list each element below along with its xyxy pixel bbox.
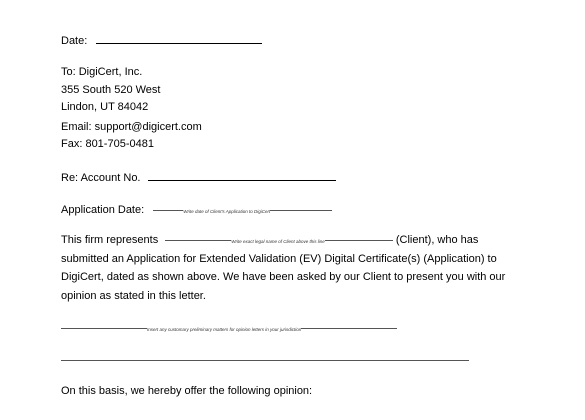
application-date-blank-left[interactable] — [153, 210, 183, 211]
date-label: Date: — [61, 35, 88, 47]
to-line-3: Lindon, UT 84042 — [61, 101, 149, 113]
re-row — [61, 170, 336, 185]
to-line-1: To: DigiCert, Inc. — [61, 66, 143, 78]
paragraph-line-2: submitted an Application for Extended Validation (EV) Digital Certificate(s) (Application) to — [61, 253, 497, 265]
blank-line[interactable] — [61, 360, 469, 361]
paragraph-suffix: (Client), who has — [395, 234, 479, 246]
application-date-blank-right[interactable] — [270, 210, 332, 211]
client-name-blank-left[interactable] — [165, 240, 231, 241]
re-label: Re: Account No. — [61, 172, 141, 184]
date-blank[interactable] — [96, 33, 262, 44]
insert-row — [61, 321, 397, 337]
application-date-row — [61, 203, 332, 219]
insert-hint: Insert any customary preliminary matters for opinion letters in your jurisdiction — [147, 327, 302, 332]
date-row — [61, 33, 262, 48]
account-number-blank[interactable] — [148, 170, 336, 181]
paragraph-line-1 — [61, 233, 478, 249]
to-line-5: Fax: 801-705-0481 — [61, 138, 154, 150]
client-name-hint: Write exact legal name of Client above this line — [231, 239, 325, 244]
insert-blank-left[interactable] — [61, 328, 147, 329]
application-date-label: Application Date: — [61, 204, 145, 216]
insert-blank-right[interactable] — [301, 328, 397, 329]
client-name-blank-right[interactable] — [325, 240, 393, 241]
closing-line: On this basis, we hereby offer the following opinion: — [61, 385, 313, 397]
paragraph-line-3: DigiCert, dated as shown above. We have been asked by our Client to present you with our — [61, 271, 506, 283]
application-date-hint: Write date of Client's Application to DigiCert — [183, 209, 271, 214]
paragraph-prefix: This firm represents — [61, 234, 159, 246]
to-line-2: 355 South 520 West — [61, 84, 161, 96]
paragraph-line-4: opinion as stated in this letter. — [61, 290, 206, 302]
to-line-4: Email: support@digicert.com — [61, 121, 202, 133]
